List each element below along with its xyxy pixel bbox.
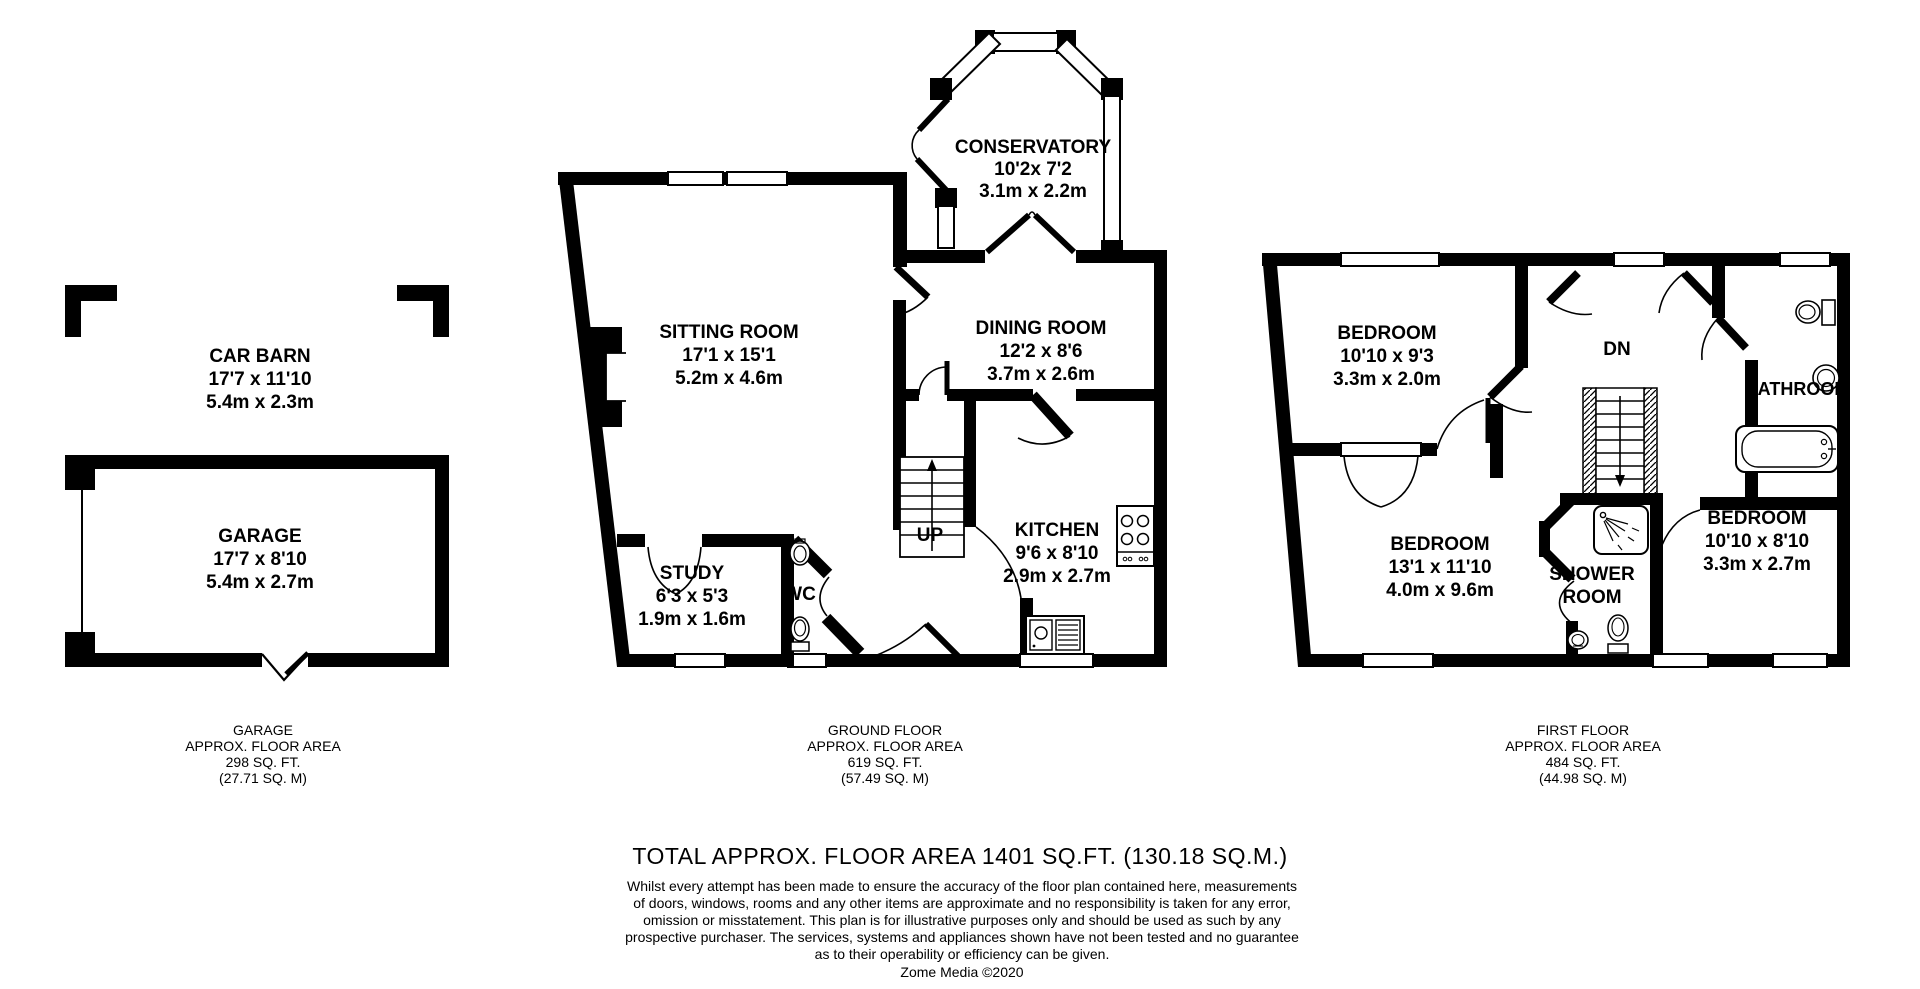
label-wc	[770, 583, 830, 606]
footer-line: APPROX. FLOOR AREA	[185, 738, 341, 754]
room-metric: 4.0m x 9.6m	[1386, 580, 1494, 601]
total-floor-area: TOTAL APPROX. FLOOR AREA 1401 SQ.FT. (130.18 SQ.M.)	[632, 843, 1288, 869]
label-shower-room	[1512, 563, 1672, 609]
disclaimer-line: Whilst every attempt has been made to ensure the accuracy of the floor plan contained here, measurements	[626, 878, 1298, 894]
room-name: SITTING ROOM	[659, 322, 799, 343]
room-name: BATHROOM	[1744, 379, 1850, 399]
room-metric: 3.1m x 2.2m	[979, 181, 1087, 202]
room-metric: 5.4m x 2.3m	[206, 392, 314, 413]
room-name-line2: ROOM	[1562, 587, 1622, 608]
disclaimer-line: as to their operability or efficiency can be given.	[814, 946, 1110, 962]
label-study	[612, 562, 772, 631]
room-metric: 5.4m x 2.7m	[206, 572, 314, 593]
disclaimer-line: of doors, windows, rooms and any other items are approximate and no responsibility is taken for any error,	[633, 895, 1291, 911]
room-metric: 3.3m x 2.0m	[1333, 369, 1441, 390]
credit-line: Zome Media ©2020	[900, 964, 1024, 980]
room-metric: 1.9m x 1.6m	[638, 609, 746, 630]
room-imperial: 10'10 x 9'3	[1340, 346, 1434, 367]
room-metric: 3.3m x 2.7m	[1703, 554, 1811, 575]
kitchen-sink-unit	[1026, 616, 1084, 654]
label-bathroom	[1707, 378, 1887, 401]
label-garage	[140, 525, 380, 594]
label-stairs-up	[900, 524, 960, 547]
room-name: CONSERVATORY	[954, 137, 1112, 158]
footer-line: (57.49 SQ. M)	[841, 770, 929, 786]
stairs-direction: DN	[1603, 339, 1631, 360]
room-imperial: 6'3 x 5'3	[655, 586, 729, 607]
stairs-down	[1583, 388, 1657, 495]
room-imperial: 10'2x 7'2	[994, 159, 1072, 180]
room-metric: 3.7m x 2.6m	[987, 364, 1095, 385]
stairs-direction: UP	[916, 525, 944, 546]
garage-door	[262, 653, 308, 680]
room-metric: 2.9m x 2.7m	[1003, 566, 1111, 587]
room-name: BEDROOM	[1707, 508, 1807, 529]
footer-line: GARAGE	[233, 722, 293, 738]
room-name: BEDROOM	[1337, 323, 1437, 344]
shower-tray	[1594, 506, 1648, 554]
label-kitchen	[957, 519, 1157, 588]
label-bedroom-right	[1667, 507, 1847, 576]
footer-line: GROUND FLOOR	[827, 722, 943, 738]
room-imperial: 17'7 x 8'10	[213, 549, 307, 570]
room-imperial: 10'10 x 8'10	[1704, 531, 1810, 552]
footer-line: 298 SQ. FT.	[225, 754, 301, 770]
footer-line: APPROX. FLOOR AREA	[1505, 738, 1661, 754]
room-imperial: 17'1 x 15'1	[682, 345, 776, 366]
room-name: DINING ROOM	[975, 318, 1107, 339]
footer-line: FIRST FLOOR	[1536, 722, 1630, 738]
room-imperial: 17'7 x 11'10	[208, 369, 312, 390]
garage-floor-area-note	[113, 722, 413, 786]
footer-line: (44.98 SQ. M)	[1539, 770, 1627, 786]
room-name: STUDY	[659, 563, 725, 584]
room-imperial: 13'1 x 11'10	[1388, 557, 1492, 578]
front-door	[872, 624, 958, 657]
label-car-barn	[140, 345, 380, 414]
footer-line: (27.71 SQ. M)	[219, 770, 307, 786]
room-imperial: 12'2 x 8'6	[999, 341, 1083, 362]
room-name: BEDROOM	[1390, 534, 1490, 555]
shower-room-basin	[1568, 631, 1588, 649]
footer-line: APPROX. FLOOR AREA	[807, 738, 963, 754]
room-metric: 5.2m x 4.6m	[675, 368, 783, 389]
disclaimer-line: omission or misstatement. This plan is for illustrative purposes only and should be used as such by any	[643, 912, 1281, 928]
label-dining-room	[921, 317, 1161, 386]
bathroom-toilet	[1796, 300, 1835, 325]
room-imperial: 9'6 x 8'10	[1015, 543, 1099, 564]
footer-line: 484 SQ. FT.	[1545, 754, 1621, 770]
label-sitting-room	[609, 321, 849, 390]
shower-room-toilet	[1608, 615, 1628, 653]
bath-tub	[1736, 426, 1838, 472]
room-name: GARAGE	[218, 526, 302, 547]
label-bedroom-top	[1267, 322, 1507, 391]
room-name: CAR BARN	[209, 346, 311, 367]
room-name: KITCHEN	[1014, 520, 1100, 541]
ground-floor-area-note	[735, 722, 1035, 786]
disclaimer-line: prospective purchaser. The services, systems and appliances shown have not been tested and no guarantee	[625, 929, 1299, 945]
room-name: WC	[784, 584, 816, 605]
wc-toilet	[791, 617, 809, 651]
footer-line: 619 SQ. FT.	[847, 754, 923, 770]
disclaimer-text	[562, 878, 1362, 963]
first-floor-area-note	[1433, 722, 1733, 786]
label-conservatory	[913, 137, 1153, 203]
label-stairs-down	[1587, 338, 1647, 361]
room-name-line1: SHOWER	[1549, 564, 1635, 585]
